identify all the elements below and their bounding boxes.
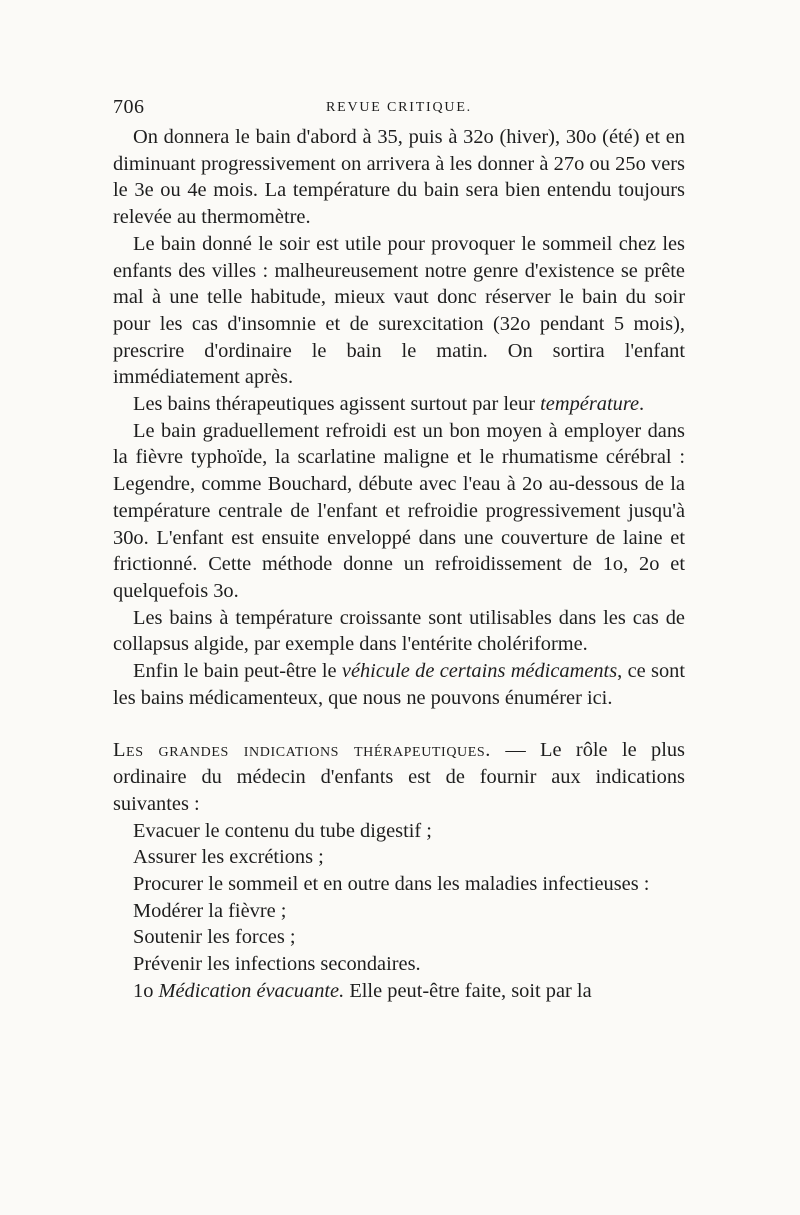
- indication-item: Assurer les excrétions ;: [133, 846, 324, 869]
- indication-item: Soutenir les forces ;: [133, 926, 296, 949]
- paragraph-text: Elle peut-être faite, soit par la: [344, 979, 592, 1002]
- body-text: [113, 124, 685, 1005]
- indication-item: Prévenir les infections secondaires.: [133, 953, 421, 976]
- paragraph-evening-bath: Le bain donné le soir est utile pour provoquer le sommeil chez les enfants des villes : malheureusement notre genre d'existence se prête mal à une telle habitude, mieux vaut donc réserver le bain du soir pour les cas d'insomnie et de surexcitation (32o pendant 5 mois), prescrire d'ordinaire le bain le matin. On sortira l'enfant immédiatement après.: [113, 232, 685, 389]
- paragraph-medicated-bath: [113, 658, 685, 711]
- section-gap: [113, 711, 685, 737]
- paragraph-text: .: [639, 393, 645, 416]
- paragraph-text: , ce sont les bains médicamenteux, que nous ne pouvons énumérer ici.: [113, 660, 686, 709]
- italic-term: température: [540, 393, 640, 416]
- paragraph-text: Les bains thérapeutiques agissent surtout par leur: [133, 393, 541, 416]
- paragraph-evacuant-medication: [113, 978, 685, 1005]
- paragraph-text: Enfin le bain peut-être le: [133, 660, 342, 683]
- indication-item: Evacuer le contenu du tube digestif ;: [133, 819, 432, 842]
- paragraph-warming-bath: Les bains à température croissante sont utilisables dans les cas de collapsus algide, par exemple dans l'entérite cholériforme.: [113, 606, 685, 656]
- section-heading-paragraph: [113, 737, 685, 817]
- running-title: REVUE CRITIQUE.: [326, 100, 472, 115]
- paragraph-therapeutic-baths: [113, 391, 685, 418]
- indication-item: Modérer la fièvre ;: [133, 899, 287, 922]
- italic-term: Médication évacuante.: [158, 979, 345, 1002]
- paragraph-cooled-bath: Le bain graduellement refroidi est un bon moyen à employer dans la fièvre typhoïde, la scarlatine maligne et le rhumatisme cérébral : Legendre, comme Bouchard, débute avec l'eau à 2o au-dessous de la température centrale de l'enfant et refroidie progressivement jusqu'à 30o. L'enfant est ensuite enveloppé dans une couverture de laine et frictionné. Cette méthode donne un refroidissement de 1o, 2o et quelquefois 3o.: [113, 419, 685, 602]
- page-header: [113, 96, 685, 124]
- section-title: Les grandes indications thérapeutiques.: [113, 739, 491, 762]
- paragraph-text: — Le rôle le plus ordinaire du médecin d'enfants est de fournir aux indications suivantes :: [113, 739, 685, 815]
- document-page: [113, 96, 685, 1005]
- paragraph-text: 1o: [133, 979, 159, 1002]
- paragraph-bath-temperature: On donnera le bain d'abord à 35, puis à 32o (hiver), 30o (été) et en diminuant progressivement on arrivera à les donner à 27o ou 25o vers le 3e ou 4e mois. La température du bain sera bien entendu toujours relevée au thermomètre.: [113, 126, 685, 229]
- italic-term: véhicule de certains médicaments: [341, 660, 618, 683]
- page-number: 706: [113, 96, 145, 118]
- indication-item: Procurer le sommeil et en outre dans les maladies infectieuses :: [133, 872, 650, 895]
